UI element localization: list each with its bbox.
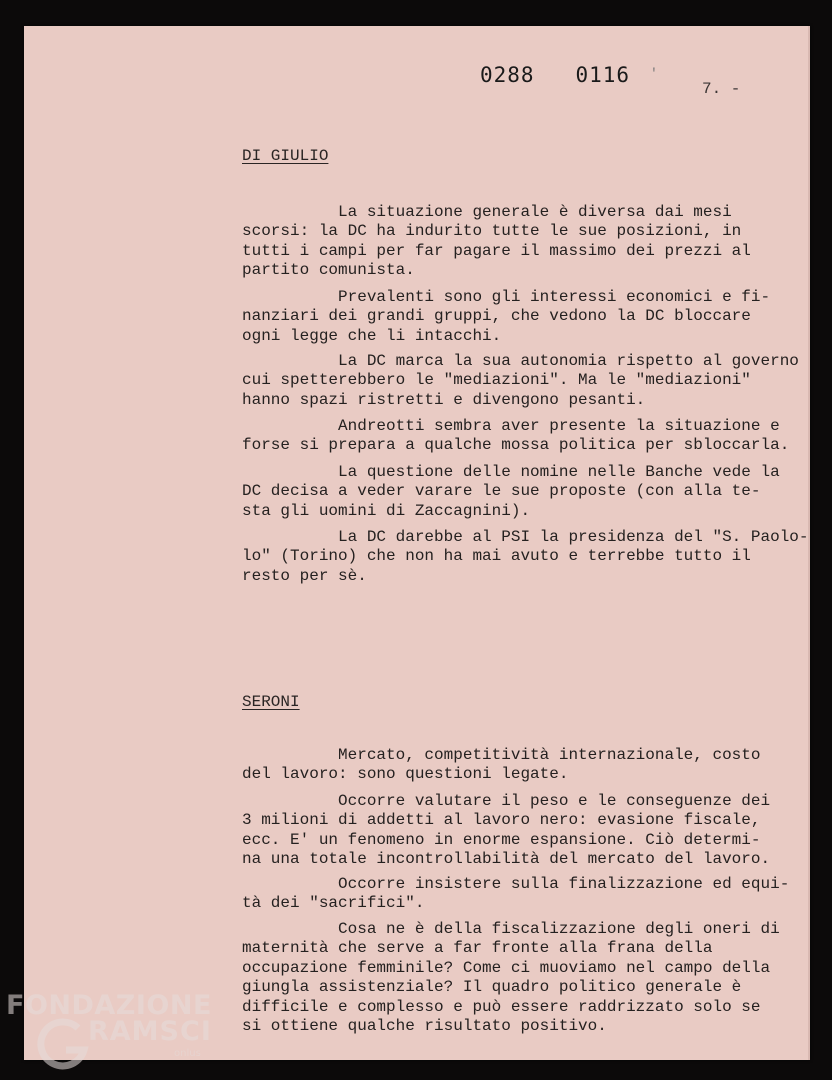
- fondazione-gramsci-watermark: [6, 990, 212, 1070]
- paragraph: La questione delle nomine nelle Banche vede la DC decisa a veder varare le sue proposte (con alla te- sta gli uomini di Zaccagnini).: [242, 463, 780, 520]
- watermark-line2: RAMSCI: [88, 1016, 212, 1047]
- paragraph: Prevalenti sono gli interessi economici e fi- nanziari dei grandi gruppi, che vedono la DC bloccare ogni legge che li intacchi.: [242, 288, 771, 345]
- paragraph: La DC marca la sua autonomia rispetto al governo cui spetterebbero le "mediazioni". Ma le "mediazioni" hanno spazi ristretti e divengono pesanti.: [242, 352, 799, 409]
- watermark-sub: onlus: [174, 1048, 201, 1059]
- archive-document-number: 0288 0116: [480, 63, 631, 87]
- watermark-line1: FONDAZIONE: [6, 990, 212, 1021]
- gramsci-g-logo-icon: [34, 1014, 94, 1074]
- paragraph: Andreotti sembra aver presente la situazione e forse si prepara a qualche mossa politica per sbloccarla.: [242, 417, 790, 455]
- stray-mark: ': [650, 66, 658, 81]
- page-number: 7. -: [702, 80, 741, 98]
- speaker-heading-seroni: SERONI: [242, 693, 300, 711]
- paragraph: Cosa ne è della fiscalizzazione degli oneri di maternità che serve a far fronte alla frana della occupazione femminile? Come ci muoviamo nel campo della giungla assistenziale? Il quadro politico generale è difficile e complesso e può essere raddrizzato solo se si ottiene qualche risultato positivo.: [242, 920, 780, 1036]
- paragraph: Occorre insistere sulla finalizzazione ed equi- tà dei "sacrifici".: [242, 875, 790, 913]
- speaker-heading-di-giulio: DI GIULIO: [242, 147, 329, 165]
- paragraph: Mercato, competitività internazionale, costo del lavoro: sono questioni legate.: [242, 746, 761, 784]
- paragraph: La DC darebbe al PSI la presidenza del "S. Paolo- lo" (Torino) che non ha mai avuto e terrebbe tutto il resto per sè.: [242, 528, 809, 585]
- paragraph: Occorre valutare il peso e le conseguenze dei 3 milioni di addetti al lavoro nero: evasione fiscale, ecc. E' un fenomeno in enorme espansione. Ciò determi- na una totale incontrollabilità del mercato del lavoro.: [242, 792, 771, 869]
- paragraph: La situazione generale è diversa dai mesi scorsi: la DC ha indurito tutte le sue posizioni, in tutti i campi per far pagare il massimo dei prezzi al partito comunista.: [242, 203, 751, 280]
